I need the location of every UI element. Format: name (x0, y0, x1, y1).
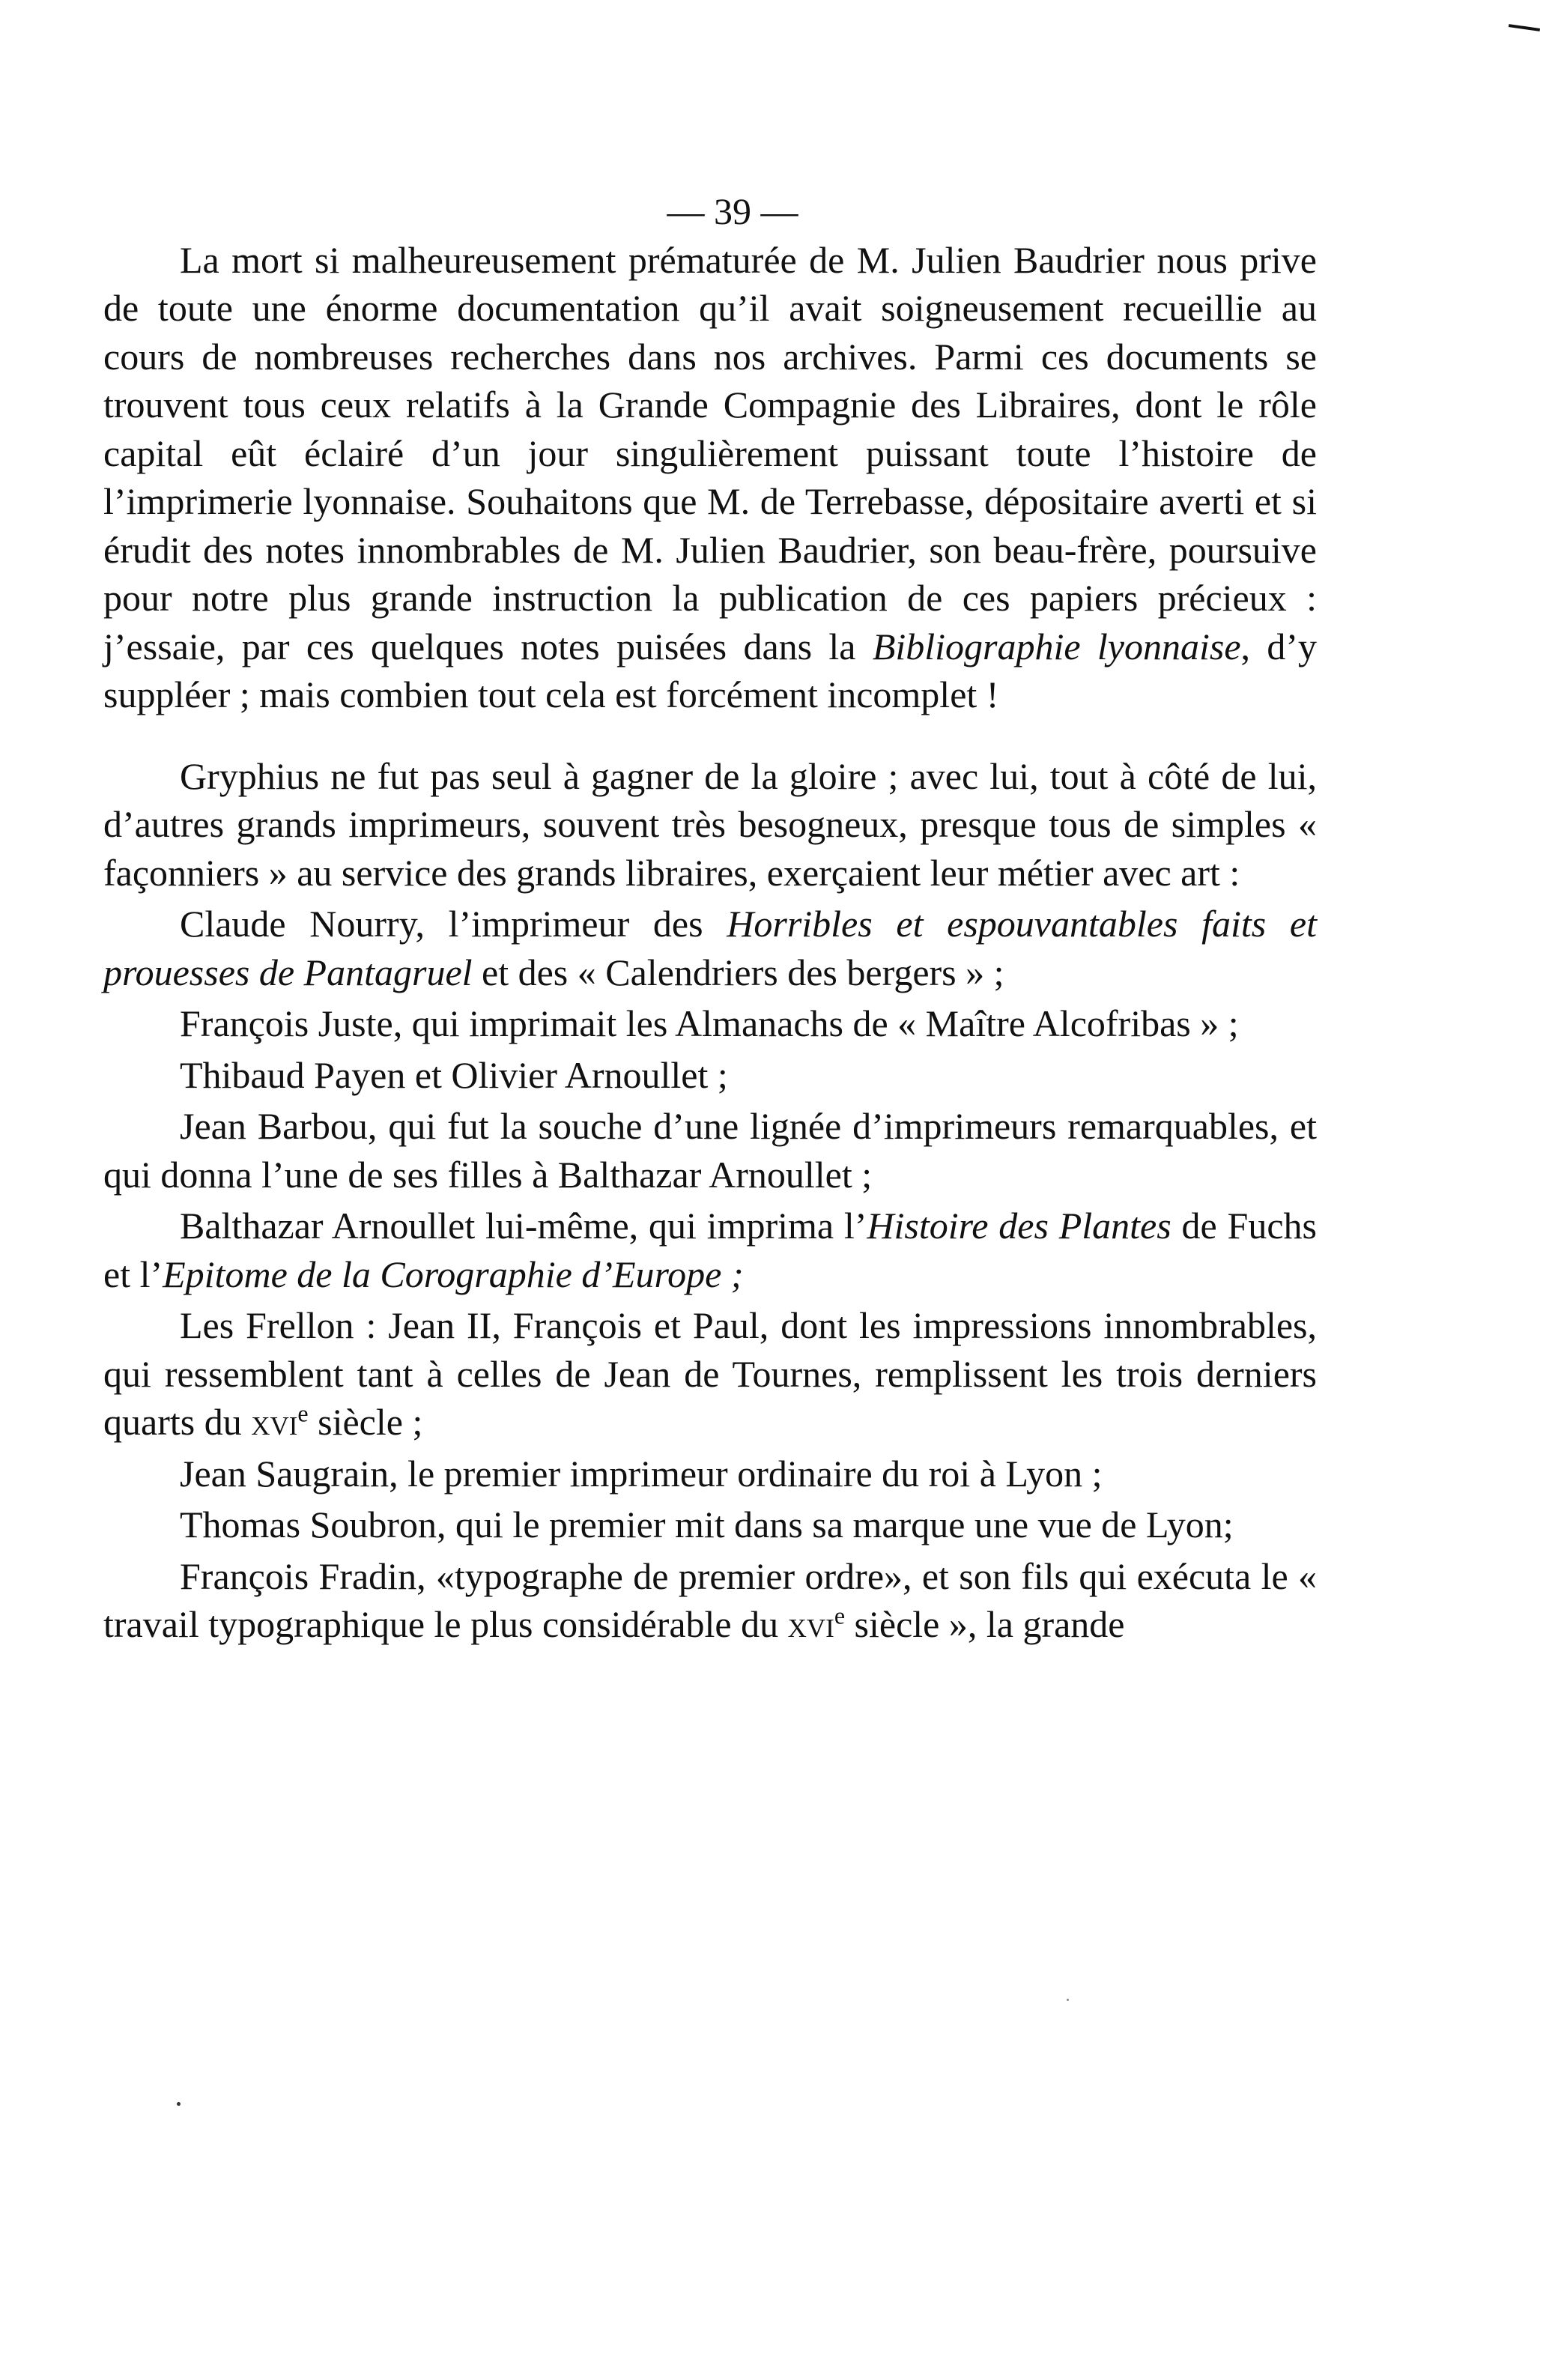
paragraph (103, 1051, 1317, 1100)
paragraph (103, 1301, 1317, 1447)
paragraph (103, 1552, 1317, 1649)
text-run: , d’y suppléer ; mais combien tout cela est forcément incomplet ! (103, 625, 1317, 715)
paragraph (103, 236, 1317, 719)
page-number: — 39 — (667, 190, 798, 232)
paragraph (103, 1102, 1317, 1199)
text-run: siècle », la grande (845, 1603, 1125, 1645)
text-run: Balthazar Arnoullet lui-même, qui imprima l’ (180, 1205, 867, 1247)
scan-speck (1067, 1999, 1069, 2001)
text-run: Gryphius ne fut pas seul à gagner de la gloire ; avec lui, tout à côté de lui, d’autres grands imprimeurs, souvent très besogneux, presque tous de simples « façonniers » au service des grands libraires, exerçaient leur métier avec art : (103, 754, 1317, 894)
text-run: Thibaud Payen et Olivier Arnoullet ; (180, 1053, 728, 1096)
text-run: Jean Barbou, qui fut la souche d’une lignée d’imprimeurs remarquables, et qui donna l’une de ses filles à Balthazar Arnoullet ; (103, 1105, 1317, 1196)
body-text (103, 236, 1317, 1649)
text-run: Jean Saugrain, le premier imprimeur ordinaire du roi à Lyon ; (180, 1452, 1103, 1495)
paragraph (103, 1501, 1317, 1549)
paragraph (103, 1202, 1317, 1298)
scan-speck (177, 2102, 181, 2106)
text-run: de Fuchs et l’ (103, 1205, 1317, 1295)
text-run: Claude Nourry, l’imprimeur des (180, 903, 727, 945)
text-run: François Fradin, «typographe de premier ordre», et son fils qui exécuta le « travail typographique le plus considérable du (103, 1554, 1317, 1645)
paragraph (103, 999, 1317, 1048)
corner-scan-mark (1509, 24, 1540, 31)
text-run: La mort si malheureusement prématurée de M. Julien Baudrier nous prive de toute une énorme documentation qu’il avait soigneusement recueillie au cours de nombreuses recherches dans nos archives. Parmi ces documents se trouvent tous ceux relatifs à la Grande Compagnie des Libraires, dont le rôle capital eût éclairé d’un jour singulièrement puissant toute l’histoire de l’imprimerie lyonnaise. Souhaitons que M. de Terrebasse, dépositaire averti et si érudit des notes innombrables de M. Julien Baudrier, son beau-frère, poursuive pour notre plus grande instruction la publication de ces papiers précieux : j’essaie, par ces quelques notes puisées dans la (103, 238, 1317, 667)
text-run: siècle ; (308, 1401, 423, 1443)
paragraph (103, 900, 1317, 996)
italic-text: Horribles et espouvantables faits et prouesses de Pantagruel (103, 903, 1317, 993)
italic-text: Epitome de la Corographie d’Europe ; (163, 1253, 744, 1295)
italic-text: Histoire des Plantes (867, 1205, 1171, 1247)
paragraph (103, 752, 1317, 897)
text-run: François Juste, qui imprimait les Almanachs de « Maître Alcofribas » ; (180, 1002, 1239, 1044)
text-run: et des « Calendriers des bergers » ; (472, 951, 1004, 993)
century-numeral: xvi (787, 1603, 834, 1645)
century-numeral: xvi (251, 1401, 298, 1443)
superscript: e (834, 1602, 846, 1629)
paragraph (103, 1450, 1317, 1498)
text-run: Les Frellon : Jean II, François et Paul, dont les impressions innombrables, qui ressemblent tant à celles de Jean de Tournes, remplissent les trois derniers quarts du (103, 1304, 1317, 1443)
italic-text: Bibliographie lyonnaise (872, 625, 1241, 667)
document-page (103, 187, 1317, 1649)
superscript: e (297, 1399, 309, 1427)
text-run: Thomas Soubron, qui le premier mit dans sa marque une vue de Lyon; (180, 1504, 1234, 1545)
